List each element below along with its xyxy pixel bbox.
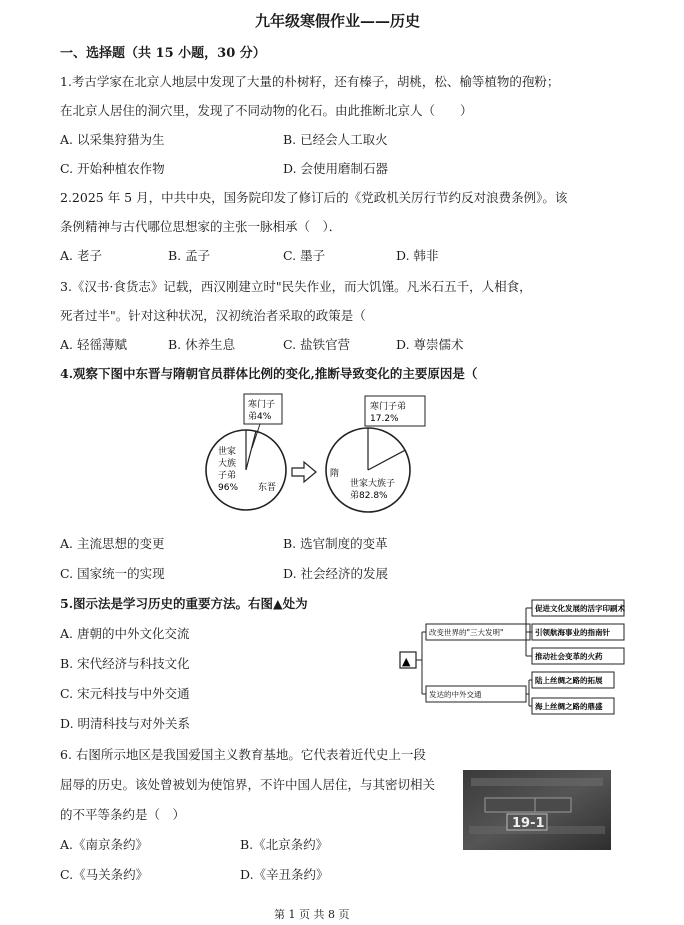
q1-line2: 在北京人居住的洞穴里，发现了不同动物的化石。由此推断北京人（ ）	[60, 103, 473, 118]
page-footer: 第 1 页 共 8 页	[274, 908, 350, 921]
q6-option-a: A.《南京条约》	[60, 837, 149, 852]
q3-line2: 死者过半"。针对这种状况，汉初统治者采取的政策是（	[60, 308, 366, 323]
q3-option-c: C. 盐铁官营	[283, 337, 351, 352]
photo-sign-plate	[535, 798, 571, 812]
q5-option-d: D. 明清科技与对外关系	[60, 716, 191, 731]
diagram-leaf-5: 海上丝绸之路的鼎盛	[535, 702, 603, 711]
q6-option-c: C.《马关条约》	[60, 867, 149, 882]
diagram-leaf-4: 陆上丝绸之路的拓展	[535, 676, 603, 685]
pie-east-jin-major-label-3: 子弟	[218, 471, 237, 481]
q1-option-a: A. 以采集狩猎为生	[60, 132, 165, 147]
pie-east-jin-major-label-4: 96%	[218, 483, 239, 493]
photo-sign-plate	[485, 798, 535, 812]
pie-east-jin-minor-label-1: 寒门子	[248, 400, 276, 410]
pie-charts	[200, 390, 440, 520]
q1-line1: 1.考古学家在北京人地层中发现了大量的朴树籽，还有榛子，胡桃，松、榆等植物的孢粉；	[60, 74, 560, 89]
concept-diagram	[398, 598, 628, 716]
q3-option-a: A. 轻徭薄赋	[60, 337, 127, 352]
q6-line1: 6. 右图所示地区是我国爱国主义教育基地。它代表着近代史上一段	[60, 747, 426, 762]
photo-texture	[471, 778, 603, 786]
q2-option-a: A. 老子	[60, 248, 102, 263]
q6-line3: 的不平等条约是（ ）	[60, 807, 186, 822]
page-title: 九年级寒假作业——历史	[255, 12, 421, 30]
q4-option-a: A. 主流思想的变更	[60, 536, 165, 551]
q1-option-c: C. 开始种植农作物	[60, 161, 165, 176]
q2-option-c: C. 墨子	[283, 248, 326, 263]
q2-line2: 条例精神与古代哪位思想家的主张一脉相承（ ）．	[60, 219, 342, 234]
pie-east-jin-leader	[252, 424, 260, 448]
arrow-icon	[292, 462, 316, 482]
diagram-branch-2-label: 发达的中外交通	[429, 690, 482, 699]
q2-option-b: B. 孟子	[168, 248, 211, 263]
street-sign-photo	[463, 770, 611, 850]
q5-line1: 5.图示法是学习历史的重要方法。右图▲处为	[60, 596, 308, 611]
pie-east-jin-major-label-1: 世家	[218, 447, 237, 457]
q1-option-b: B. 已经会人工取火	[283, 132, 388, 147]
pie-sui-slice-minor	[368, 428, 405, 470]
q1-option-d: D. 会使用磨制石器	[283, 161, 389, 176]
pie-east-jin-slice-minor	[246, 430, 256, 470]
photo-sign-number: 19-1	[512, 816, 545, 831]
q2-line1: 2.2025 年 5 月，中共中央，国务院印发了修订后的《党政机关厉行节约反对浪费条例》。该	[60, 190, 568, 205]
diagram-leaf-1: 促进文化发展的活字印刷术	[535, 604, 625, 613]
pie-east-jin-period: 东晋	[258, 483, 277, 493]
pie-sui-major-label-1: 世家大族子	[350, 479, 396, 489]
q6-line2: 屈辱的历史。该处曾被划为使馆界，不许中国人居住，与其密切相关	[60, 777, 436, 792]
diagram-root-label: ▲	[402, 655, 411, 668]
pie-sui-minor-label-1: 寒门子弟	[370, 402, 407, 412]
section-heading: 一、选择题（共 15 小题，30 分）	[60, 46, 266, 61]
diagram-branch-1-label: 改变世界的"三大发明"	[429, 628, 504, 637]
q4-option-d: D. 社会经济的发展	[283, 566, 389, 581]
q4-line1: 4.观察下图中东晋与隋朝官员群体比例的变化,推断导致变化的主要原因是（	[60, 366, 478, 381]
pie-east-jin-major-label-2: 大族	[218, 459, 237, 469]
pie-sui-period: 隋	[330, 469, 340, 479]
q5-option-c: C. 宋元科技与中外交通	[60, 686, 190, 701]
q2-option-d: D. 韩非	[396, 248, 439, 263]
q3-option-b: B. 休养生息	[168, 337, 236, 352]
q3-line1: 3.《汉书·食货志》记载，西汉刚建立时"民失作业，而大饥馑。凡米石五千，人相食，	[60, 279, 532, 294]
q6-option-d: D.《辛丑条约》	[240, 867, 329, 882]
q5-option-a: A. 唐朝的中外文化交流	[60, 626, 190, 641]
diagram-leaf-2: 引领航海事业的指南针	[535, 628, 610, 637]
q3-option-d: D. 尊崇儒术	[396, 337, 464, 352]
pie-sui-minor-label-2: 17.2%	[370, 414, 399, 424]
q6-option-b: B.《北京条约》	[240, 837, 329, 852]
pie-sui-major-label-2: 弟82.8%	[350, 491, 388, 501]
q4-option-c: C. 国家统一的实现	[60, 566, 165, 581]
q5-option-b: B. 宋代经济与科技文化	[60, 656, 190, 671]
pie-east-jin-minor-label-2: 弟4%	[248, 412, 272, 422]
q4-option-b: B. 选官制度的变革	[283, 536, 388, 551]
diagram-leaf-3: 推动社会变革的火药	[535, 652, 603, 661]
